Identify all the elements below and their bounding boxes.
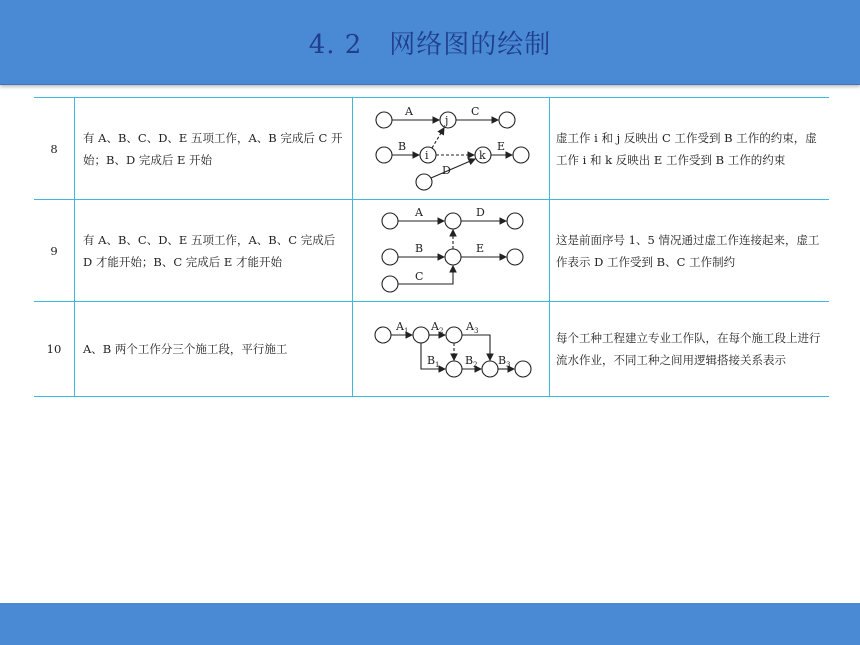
activity-label: B (398, 140, 407, 153)
node (382, 249, 398, 265)
row-number: 8 (34, 98, 75, 200)
node (446, 327, 462, 343)
node (482, 361, 498, 377)
activity-subscript: 2 (473, 361, 478, 369)
activity-label: A (415, 206, 423, 219)
activity-label: D (476, 206, 485, 219)
node (445, 213, 461, 229)
network-diagram-cell (353, 98, 550, 200)
activity-label: B (465, 354, 474, 367)
network-diagram-cell (353, 302, 550, 397)
network-diagram-table (34, 97, 829, 397)
activity-label: A (431, 320, 439, 333)
table-row (34, 98, 829, 200)
activity-label: C (471, 105, 480, 118)
node-label: j (445, 114, 449, 127)
activity-label: B (415, 242, 424, 255)
node-label: k (479, 149, 486, 162)
node (375, 327, 391, 343)
activity-label: D (442, 164, 451, 177)
activity-label: C (415, 270, 424, 283)
node (513, 147, 529, 163)
activity-subscript: 3 (506, 361, 511, 369)
node (416, 174, 432, 190)
activity-label: E (476, 242, 485, 255)
node (445, 249, 461, 265)
network-diagram-cell (353, 200, 550, 302)
activity-label: B (498, 354, 507, 367)
network-diagram-10 (353, 302, 549, 393)
footer-bar (0, 603, 860, 645)
node (382, 213, 398, 229)
node-label: i (425, 149, 429, 162)
table-row (34, 302, 829, 397)
row-description: 有 A、B、C、D、E 五项工作，A、B、C 完成后 D 才能开始；B、C 完成后 E 才能开始 (75, 200, 353, 302)
row-number: 9 (34, 200, 75, 302)
row-note: 每个工种工程建立专业工作队，在每个施工段上进行流水作业，不同工种之间用逻辑搭接关系表示 (550, 302, 830, 397)
network-diagram-9 (353, 200, 549, 298)
activity-label: B (427, 354, 436, 367)
activity-subscript: 1 (435, 361, 440, 369)
network-diagram-8 (353, 98, 549, 196)
node (507, 249, 523, 265)
activity-label: A (396, 320, 404, 333)
node (376, 112, 392, 128)
title-bar (0, 0, 860, 85)
row-note: 虚工作 i 和 j 反映出 C 工作受到 B 工作的约束，虚工作 i 和 k 反映出 E 工作受到 B 工作的约束 (550, 98, 830, 200)
node (382, 276, 398, 292)
row-description: A、B 两个工作分三个施工段，平行施工 (75, 302, 353, 397)
node (446, 361, 462, 377)
activity-label: A (405, 105, 413, 118)
activity-subscript: 3 (474, 327, 479, 335)
page-title: 4. 2 网络图的绘制 (308, 30, 552, 60)
activity-subscript: 1 (404, 327, 409, 335)
row-description: 有 A、B、C、D、E 五项工作，A、B 完成后 C 开始；B、D 完成后 E 开始 (75, 98, 353, 200)
node (507, 213, 523, 229)
node (499, 112, 515, 128)
table-row (34, 200, 829, 302)
node (376, 147, 392, 163)
activity-subscript: 2 (439, 327, 444, 335)
activity-label: A (466, 320, 474, 333)
activity-label: E (497, 140, 506, 153)
row-note: 这是前面序号 1、5 情况通过虚工作连接起来，虚工作表示 D 工作受到 B、C 工作制约 (550, 200, 830, 302)
row-number: 10 (34, 302, 75, 397)
node (413, 327, 429, 343)
node (515, 361, 531, 377)
